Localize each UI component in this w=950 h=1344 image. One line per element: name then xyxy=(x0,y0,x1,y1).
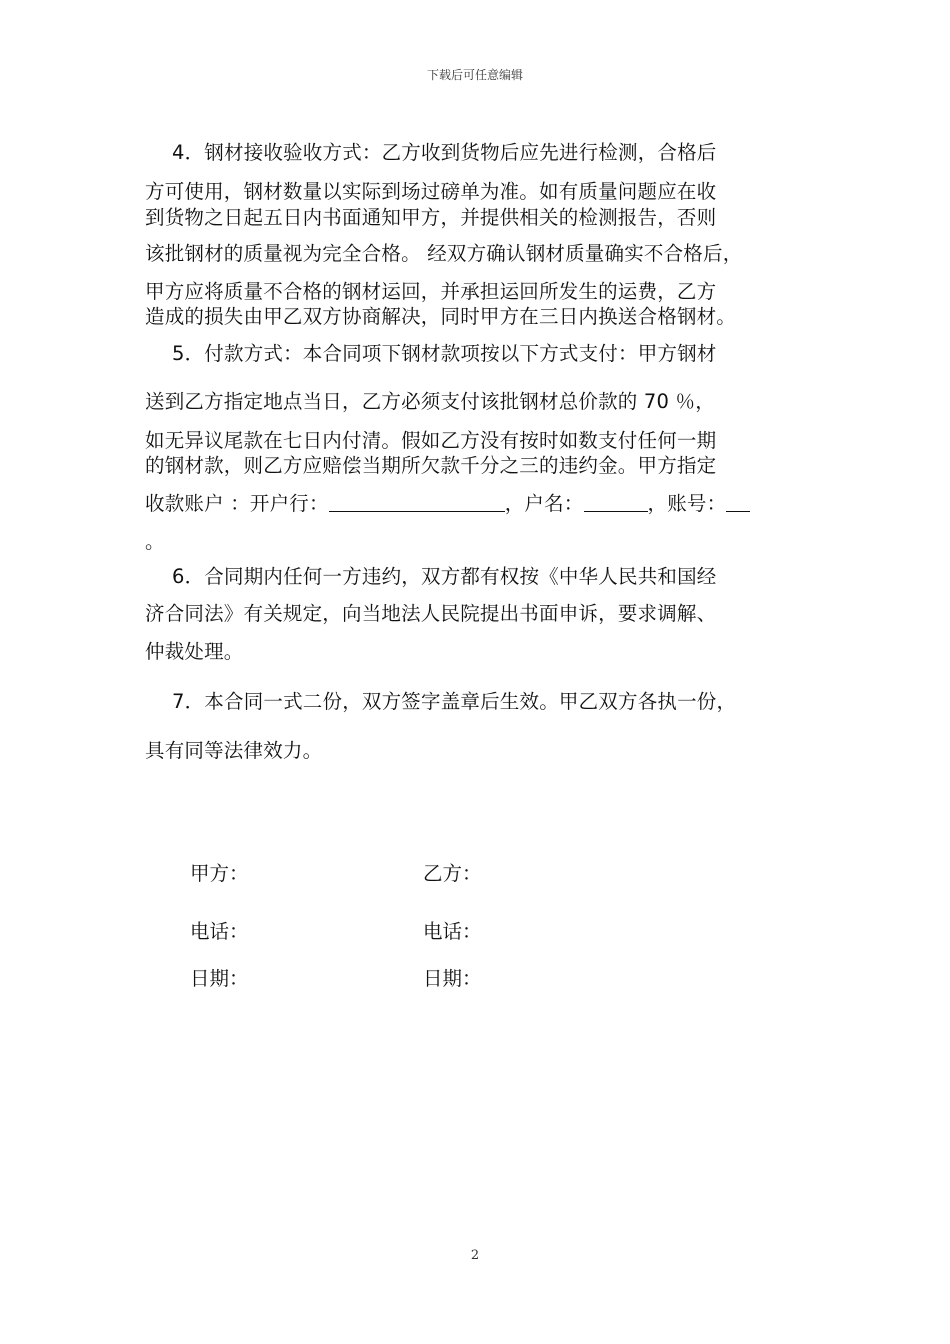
page-header: 下载后可任意编辑 xyxy=(426,68,523,82)
date-a-label: 日期： xyxy=(190,967,249,990)
party-a-label: 甲方： xyxy=(190,862,249,885)
clause-5-line-3: 如无异议尾款在七日内付清。假如乙方没有按时如数支付任何一期 xyxy=(145,429,717,452)
clause-5-account-line xyxy=(145,488,750,516)
clause-4-line-4: 该批钢材的质量视为完全合格。 经双方确认钢材质量确实不合格后， xyxy=(145,242,743,265)
clause-7-line-2: 具有同等法律效力。 xyxy=(145,739,323,762)
clause-6-line-2: 济合同法》有关规定，向当地法人民院提出书面申诉，要求调解、 xyxy=(145,602,717,625)
account-name-label: ，户名： xyxy=(504,492,584,515)
clause-6-line-3: 仲裁处理。 xyxy=(145,640,244,663)
clause-4-line-1: 4．钢材接收验收方式：乙方收到货物后应先进行检测，合格后 xyxy=(172,141,717,164)
clause-6-line-1: 6．合同期内任何一方违约，双方都有权按《中华人民共和国经 xyxy=(172,565,717,588)
clause-5-line-1: 5．付款方式：本合同项下钢材款项按以下方式支付：甲方钢材 xyxy=(172,342,717,365)
date-b-label: 日期： xyxy=(423,967,482,990)
phone-a-label: 电话： xyxy=(190,920,249,943)
phone-b-label: 电话： xyxy=(423,920,482,943)
clause-4-line-2: 方可使用，钢材数量以实际到场过磅单为准。如有质量问题应在收 xyxy=(145,180,717,203)
account-name-blank[interactable] xyxy=(584,493,648,512)
clause-4-line-3: 到货物之日起五日内书面通知甲方，并提供相关的检测报告，否则 xyxy=(145,206,717,229)
account-number-blank[interactable] xyxy=(726,493,750,512)
clause-4-line-6: 造成的损失由甲乙双方协商解决，同时甲方在三日内换送合格钢材。 xyxy=(145,305,737,328)
clause-7-line-1: 7．本合同一式二份，双方签字盖章后生效。甲乙双方各执一份， xyxy=(172,690,737,713)
account-number-label: ，账号： xyxy=(647,492,727,515)
clause-5-line-6: 。 xyxy=(145,530,165,553)
bank-blank[interactable] xyxy=(329,493,505,512)
party-b-label: 乙方： xyxy=(423,862,482,885)
clause-5-line-2: 送到乙方指定地点当日，乙方必须支付该批钢材总价款的 70 ％， xyxy=(145,390,715,413)
clause-4-line-5: 甲方应将质量不合格的钢材运回，并承担运回所发生的运费，乙方 xyxy=(145,280,717,303)
page-number: 2 xyxy=(470,1248,480,1263)
clause-5-line-4: 的钢材款，则乙方应赔偿当期所欠款千分之三的违约金。甲方指定 xyxy=(145,454,717,477)
bank-label: 收款账户 ：开户行： xyxy=(145,492,329,515)
